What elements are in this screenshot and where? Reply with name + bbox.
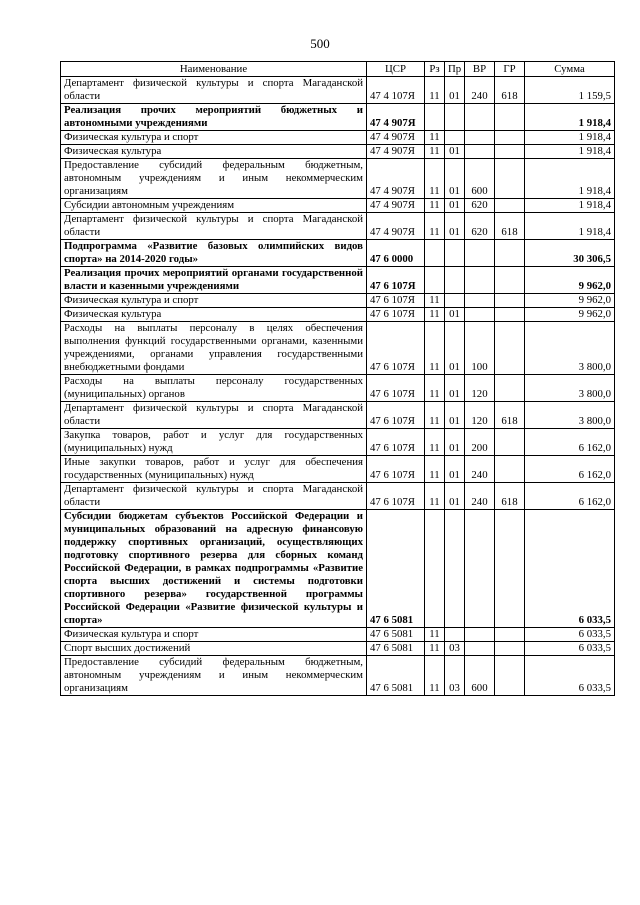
table-row bbox=[61, 267, 615, 294]
cell-name: Департамент физической культуры и спорта Магаданской области bbox=[61, 213, 367, 240]
table-row bbox=[61, 456, 615, 483]
cell-sum: 3 800,0 bbox=[525, 402, 615, 429]
cell-name: Закупка товаров, работ и услуг для государственных (муниципальных) нужд bbox=[61, 429, 367, 456]
cell-sum: 1 918,4 bbox=[525, 104, 615, 131]
cell-pr: 01 bbox=[445, 483, 465, 510]
cell-vr bbox=[465, 240, 495, 267]
table-row bbox=[61, 656, 615, 696]
header-pr: Пр bbox=[445, 62, 465, 77]
cell-name: Физическая культура и спорт bbox=[61, 131, 367, 145]
cell-name: Подпрограмма «Развитие базовых олимпийских видов спорта» на 2014-2020 годы» bbox=[61, 240, 367, 267]
cell-name: Предоставление субсидий федеральным бюджетным, автономным учреждениям и иным некоммерческим организациям bbox=[61, 159, 367, 199]
cell-gr: 618 bbox=[495, 77, 525, 104]
header-code: ЦСР bbox=[367, 62, 425, 77]
cell-sum: 9 962,0 bbox=[525, 267, 615, 294]
cell-rz: 11 bbox=[425, 628, 445, 642]
cell-name: Реализация прочих мероприятий органами государственной власти и казенными учреждениями bbox=[61, 267, 367, 294]
cell-name: Субсидии автономным учреждениям bbox=[61, 199, 367, 213]
cell-gr bbox=[495, 308, 525, 322]
cell-pr: 01 bbox=[445, 322, 465, 375]
cell-name: Департамент физической культуры и спорта Магаданской области bbox=[61, 483, 367, 510]
cell-vr: 200 bbox=[465, 429, 495, 456]
cell-vr bbox=[465, 308, 495, 322]
cell-gr bbox=[495, 322, 525, 375]
cell-name: Департамент физической культуры и спорта Магаданской области bbox=[61, 402, 367, 429]
cell-gr bbox=[495, 628, 525, 642]
cell-code: 47 4 907Я bbox=[367, 213, 425, 240]
budget-table bbox=[60, 61, 615, 696]
cell-code: 47 6 5081 bbox=[367, 510, 425, 628]
table-row bbox=[61, 77, 615, 104]
table-row bbox=[61, 145, 615, 159]
cell-pr: 01 bbox=[445, 159, 465, 199]
cell-sum: 6 162,0 bbox=[525, 429, 615, 456]
cell-rz bbox=[425, 104, 445, 131]
cell-vr bbox=[465, 104, 495, 131]
cell-sum: 9 962,0 bbox=[525, 294, 615, 308]
cell-vr bbox=[465, 510, 495, 628]
cell-rz: 11 bbox=[425, 145, 445, 159]
cell-rz: 11 bbox=[425, 77, 445, 104]
cell-name: Физическая культура и спорт bbox=[61, 628, 367, 642]
cell-sum: 6 033,5 bbox=[525, 628, 615, 642]
cell-vr bbox=[465, 145, 495, 159]
cell-pr bbox=[445, 294, 465, 308]
cell-code: 47 6 107Я bbox=[367, 322, 425, 375]
cell-sum: 6 162,0 bbox=[525, 456, 615, 483]
table-row bbox=[61, 240, 615, 267]
cell-vr bbox=[465, 642, 495, 656]
cell-vr: 240 bbox=[465, 483, 495, 510]
cell-code: 47 4 907Я bbox=[367, 145, 425, 159]
cell-sum: 3 800,0 bbox=[525, 375, 615, 402]
cell-rz: 11 bbox=[425, 656, 445, 696]
cell-name: Реализация прочих мероприятий бюджетных и автономными учреждениями bbox=[61, 104, 367, 131]
cell-gr bbox=[495, 375, 525, 402]
cell-rz bbox=[425, 240, 445, 267]
cell-pr bbox=[445, 131, 465, 145]
cell-vr: 240 bbox=[465, 77, 495, 104]
cell-pr bbox=[445, 510, 465, 628]
cell-code: 47 6 107Я bbox=[367, 402, 425, 429]
cell-code: 47 6 5081 bbox=[367, 642, 425, 656]
cell-vr: 120 bbox=[465, 402, 495, 429]
cell-pr: 01 bbox=[445, 456, 465, 483]
cell-vr bbox=[465, 267, 495, 294]
cell-gr: 618 bbox=[495, 402, 525, 429]
cell-pr: 01 bbox=[445, 199, 465, 213]
cell-sum: 6 033,5 bbox=[525, 510, 615, 628]
cell-vr: 240 bbox=[465, 456, 495, 483]
cell-sum: 1 918,4 bbox=[525, 199, 615, 213]
cell-pr: 01 bbox=[445, 145, 465, 159]
cell-vr: 120 bbox=[465, 375, 495, 402]
cell-code: 47 4 907Я bbox=[367, 104, 425, 131]
table-row bbox=[61, 104, 615, 131]
cell-pr: 01 bbox=[445, 375, 465, 402]
table-row bbox=[61, 402, 615, 429]
cell-sum: 6 033,5 bbox=[525, 656, 615, 696]
cell-rz: 11 bbox=[425, 402, 445, 429]
cell-code: 47 6 0000 bbox=[367, 240, 425, 267]
header-sum: Сумма bbox=[525, 62, 615, 77]
cell-rz bbox=[425, 510, 445, 628]
cell-pr: 01 bbox=[445, 213, 465, 240]
cell-rz: 11 bbox=[425, 375, 445, 402]
cell-pr: 01 bbox=[445, 402, 465, 429]
cell-code: 47 6 107Я bbox=[367, 294, 425, 308]
cell-rz bbox=[425, 267, 445, 294]
cell-name: Физическая культура и спорт bbox=[61, 294, 367, 308]
table-row bbox=[61, 322, 615, 375]
cell-code: 47 4 907Я bbox=[367, 159, 425, 199]
cell-sum: 1 918,4 bbox=[525, 131, 615, 145]
header-gr: ГР bbox=[495, 62, 525, 77]
cell-sum: 9 962,0 bbox=[525, 308, 615, 322]
table-row bbox=[61, 131, 615, 145]
cell-code: 47 6 107Я bbox=[367, 308, 425, 322]
table-row bbox=[61, 642, 615, 656]
cell-sum: 6 033,5 bbox=[525, 642, 615, 656]
cell-vr bbox=[465, 294, 495, 308]
cell-vr: 620 bbox=[465, 199, 495, 213]
cell-gr bbox=[495, 199, 525, 213]
cell-rz: 11 bbox=[425, 199, 445, 213]
cell-pr bbox=[445, 267, 465, 294]
cell-pr: 01 bbox=[445, 429, 465, 456]
cell-gr bbox=[495, 267, 525, 294]
cell-code: 47 6 107Я bbox=[367, 456, 425, 483]
cell-name: Иные закупки товаров, работ и услуг для обеспечения государственных (муниципальных) нужд bbox=[61, 456, 367, 483]
cell-gr bbox=[495, 104, 525, 131]
cell-vr bbox=[465, 628, 495, 642]
cell-pr: 01 bbox=[445, 308, 465, 322]
cell-name: Департамент физической культуры и спорта Магаданской области bbox=[61, 77, 367, 104]
table-row bbox=[61, 510, 615, 628]
cell-sum: 1 918,4 bbox=[525, 213, 615, 240]
table-row bbox=[61, 159, 615, 199]
cell-pr bbox=[445, 104, 465, 131]
cell-vr bbox=[465, 131, 495, 145]
table-row bbox=[61, 429, 615, 456]
header-rz: Рз bbox=[425, 62, 445, 77]
cell-gr bbox=[495, 159, 525, 199]
cell-code: 47 6 107Я bbox=[367, 483, 425, 510]
header-name: Наименование bbox=[61, 62, 367, 77]
table-row bbox=[61, 375, 615, 402]
table-row bbox=[61, 294, 615, 308]
cell-gr bbox=[495, 510, 525, 628]
cell-gr bbox=[495, 456, 525, 483]
cell-gr bbox=[495, 656, 525, 696]
cell-pr bbox=[445, 628, 465, 642]
header-vr: ВР bbox=[465, 62, 495, 77]
cell-rz: 11 bbox=[425, 159, 445, 199]
cell-code: 47 6 5081 bbox=[367, 628, 425, 642]
cell-rz: 11 bbox=[425, 483, 445, 510]
cell-code: 47 6 107Я bbox=[367, 375, 425, 402]
table-header-row bbox=[61, 62, 615, 77]
cell-pr: 03 bbox=[445, 656, 465, 696]
table-row bbox=[61, 483, 615, 510]
table-row bbox=[61, 308, 615, 322]
cell-code: 47 4 907Я bbox=[367, 131, 425, 145]
cell-code: 47 4 907Я bbox=[367, 199, 425, 213]
cell-sum: 3 800,0 bbox=[525, 322, 615, 375]
cell-sum: 30 306,5 bbox=[525, 240, 615, 267]
cell-gr: 618 bbox=[495, 213, 525, 240]
cell-pr: 03 bbox=[445, 642, 465, 656]
cell-vr: 620 bbox=[465, 213, 495, 240]
cell-name: Физическая культура bbox=[61, 308, 367, 322]
cell-rz: 11 bbox=[425, 642, 445, 656]
cell-name: Расходы на выплаты персоналу государственных (муниципальных) органов bbox=[61, 375, 367, 402]
table-row bbox=[61, 628, 615, 642]
cell-rz: 11 bbox=[425, 456, 445, 483]
cell-code: 47 4 107Я bbox=[367, 77, 425, 104]
cell-gr bbox=[495, 642, 525, 656]
cell-sum: 1 159,5 bbox=[525, 77, 615, 104]
cell-gr bbox=[495, 429, 525, 456]
cell-name: Расходы на выплаты персоналу в целях обеспечения выполнения функций государственными органами, казенными учреждениями, органами управления государственными внебюджетными фондами bbox=[61, 322, 367, 375]
cell-name: Субсидии бюджетам субъектов Российской Федерации и муниципальных образований на адресную финансовую поддержку спортивных организаций, осуществляющих подготовку спортивного резерва для сборных команд Российской Федерации, в рамках подпрограммы «Развитие спорта высших достижений и системы подготовки спортивного резерва» государственной программы Российской Федерации «Развитие физической культуры и спорта» bbox=[61, 510, 367, 628]
cell-rz: 11 bbox=[425, 322, 445, 375]
cell-code: 47 6 107Я bbox=[367, 267, 425, 294]
cell-gr bbox=[495, 240, 525, 267]
cell-rz: 11 bbox=[425, 308, 445, 322]
cell-pr: 01 bbox=[445, 77, 465, 104]
cell-gr bbox=[495, 294, 525, 308]
cell-rz: 11 bbox=[425, 429, 445, 456]
cell-name: Спорт высших достижений bbox=[61, 642, 367, 656]
cell-gr: 618 bbox=[495, 483, 525, 510]
page-number: 500 bbox=[310, 36, 330, 51]
cell-sum: 1 918,4 bbox=[525, 145, 615, 159]
cell-rz: 11 bbox=[425, 213, 445, 240]
cell-rz: 11 bbox=[425, 131, 445, 145]
cell-vr: 600 bbox=[465, 656, 495, 696]
cell-vr: 100 bbox=[465, 322, 495, 375]
cell-vr: 600 bbox=[465, 159, 495, 199]
cell-rz: 11 bbox=[425, 294, 445, 308]
cell-sum: 1 918,4 bbox=[525, 159, 615, 199]
table-row bbox=[61, 213, 615, 240]
cell-code: 47 6 107Я bbox=[367, 429, 425, 456]
table-row bbox=[61, 199, 615, 213]
cell-gr bbox=[495, 131, 525, 145]
cell-code: 47 6 5081 bbox=[367, 656, 425, 696]
cell-name: Физическая культура bbox=[61, 145, 367, 159]
cell-sum: 6 162,0 bbox=[525, 483, 615, 510]
cell-gr bbox=[495, 145, 525, 159]
cell-pr bbox=[445, 240, 465, 267]
cell-name: Предоставление субсидий федеральным бюджетным, автономным учреждениям и иным некоммерческим организациям bbox=[61, 656, 367, 696]
